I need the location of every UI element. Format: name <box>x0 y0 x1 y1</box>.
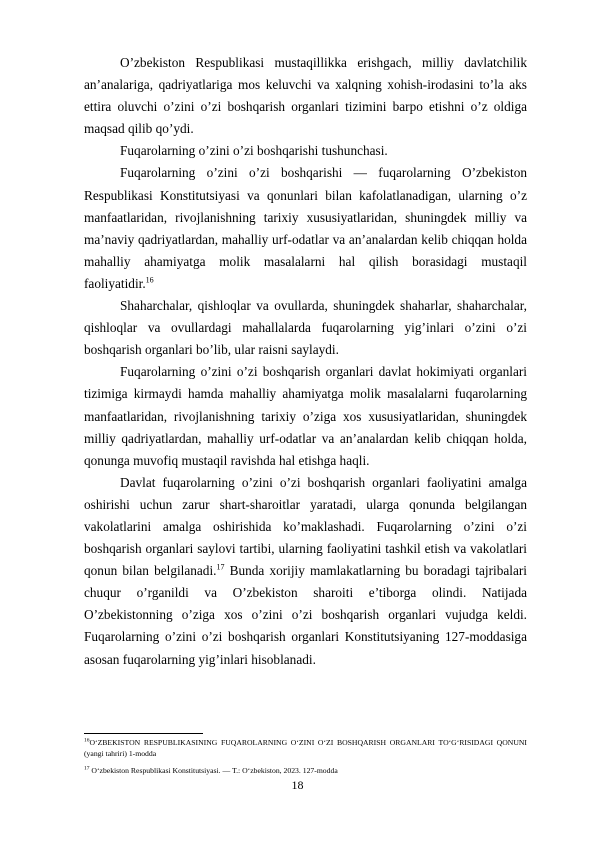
footnote-number: 16 <box>84 737 90 744</box>
footnote-ref-17[interactable]: 17 <box>216 562 225 572</box>
paragraph-assemblies: Shaharchalar, qishloqlar va ovullarda, shuningdek shaharlar, shaharchalar, qishloqlar va ovullardagi mahallalarda fuqarolarning yig’inlari o’zini o’zi boshqarish organlari bo’lib, ular raisni saylaydi. <box>84 298 527 358</box>
body-text <box>84 52 527 671</box>
footnote-number: 17 <box>84 765 90 772</box>
paragraph-state-support <box>84 472 527 671</box>
page-number: 18 <box>291 778 304 792</box>
footnote-text: O‘ZBEKISTON RESPUBLIKASINING FUQAROLARNING O‘ZINI O‘ZI BOSHQARISH ORGANLARI TO‘G‘RISIDAGI QONUNI (yangi tahriri) 1-modda <box>84 738 527 758</box>
paragraph-definition <box>84 162 527 295</box>
footnote-16 <box>84 737 527 759</box>
paragraph-intro: O’zbekiston Respublikasi mustaqillikka erishgach, milliy davlatchilik an’analariga, qadriyatlariga mos keluvchi va xalqning xohish-irodasini to’la aks ettira oluvchi o’zini o’zi boshqarish organlari tizimini barpo etishni o’z oldiga maqsad qilib qo’ydi. <box>84 55 527 137</box>
footnote-text: O‘zbekiston Respublikasi Konstitutsiyasi. — T.: O‘zbekiston, 2023. 127-modda <box>91 766 338 775</box>
section-heading: Fuqarolarning o’zini o’zi boshqarishi tushunchasi. <box>120 143 388 159</box>
footnote-17 <box>84 765 527 776</box>
paragraph-state-support-text-b: Bunda xorijiy mamlakatlarning bu boradagi tajribalari chuqur o’rganildi va O’zbekiston sharoiti e’tiborga olindi. Natijada O’zbekistonning o’ziga xos o’zini o’zi boshqarish organlari vujudga keldi. Fuqarolarning o’zini o’zi boshqarish organlari Konstitutsiyaning 127-moddasiga asosan fuqarolarning yig’inlari hisoblanadi. <box>84 563 527 667</box>
footnote-divider <box>84 733 203 734</box>
paragraph-definition-text: Fuqarolarning o’zini o’zi boshqarishi — fuqarolarning O’zbekiston Respublikasi Konstitutsiyasi va qonunlari bilan kafolatlanadigan, ularning o’z manfaatlaridan, rivojlanishning tarixiy xususiyatlaridan, shuningdek milliy va ma’naviy qadriyatlardan, mahalliy urf-odatlar va an’analardan kelib chiqqan holda mahalliy ahamiyatga molik masalalarni hal qilish borasidagi mustaqil faoliyatidir. <box>84 165 527 291</box>
footnotes <box>84 737 527 782</box>
paragraph-state-support-text-a: Davlat fuqarolarning o’zini o’zi boshqarish organlari faoliyatini amalga oshirishi uchun zarur shart-sharoitlar yaratadi, ularga qonunda belgilangan vakolatlarini amalga oshirishida ko’maklashadi. Fuqarolarning o’zini o’zi boshqarish organlari saylovi tartibi, ularning faoliyatini tashkil etish va vakolatlari qonun bilan belgilanadi. <box>84 474 527 579</box>
paragraph-independence: Fuqarolarning o’zini o’zi boshqarish organlari davlat hokimiyati organlari tizimiga kirmaydi hamda mahalliy ahamiyatga molik masalalarni fuqarolarning manfaatlaridan, rivojlanishning tarixiy o’ziga xos xususiyatlaridan, shuningdek milliy qadriyatlardan, mahalliy urf-odatlar va an’analardan kelib chiqqan holda, qonunga muvofiq mustaqil ravishda hal etishga haqli. <box>84 364 527 468</box>
footnote-ref-16[interactable]: 16 <box>145 275 154 285</box>
